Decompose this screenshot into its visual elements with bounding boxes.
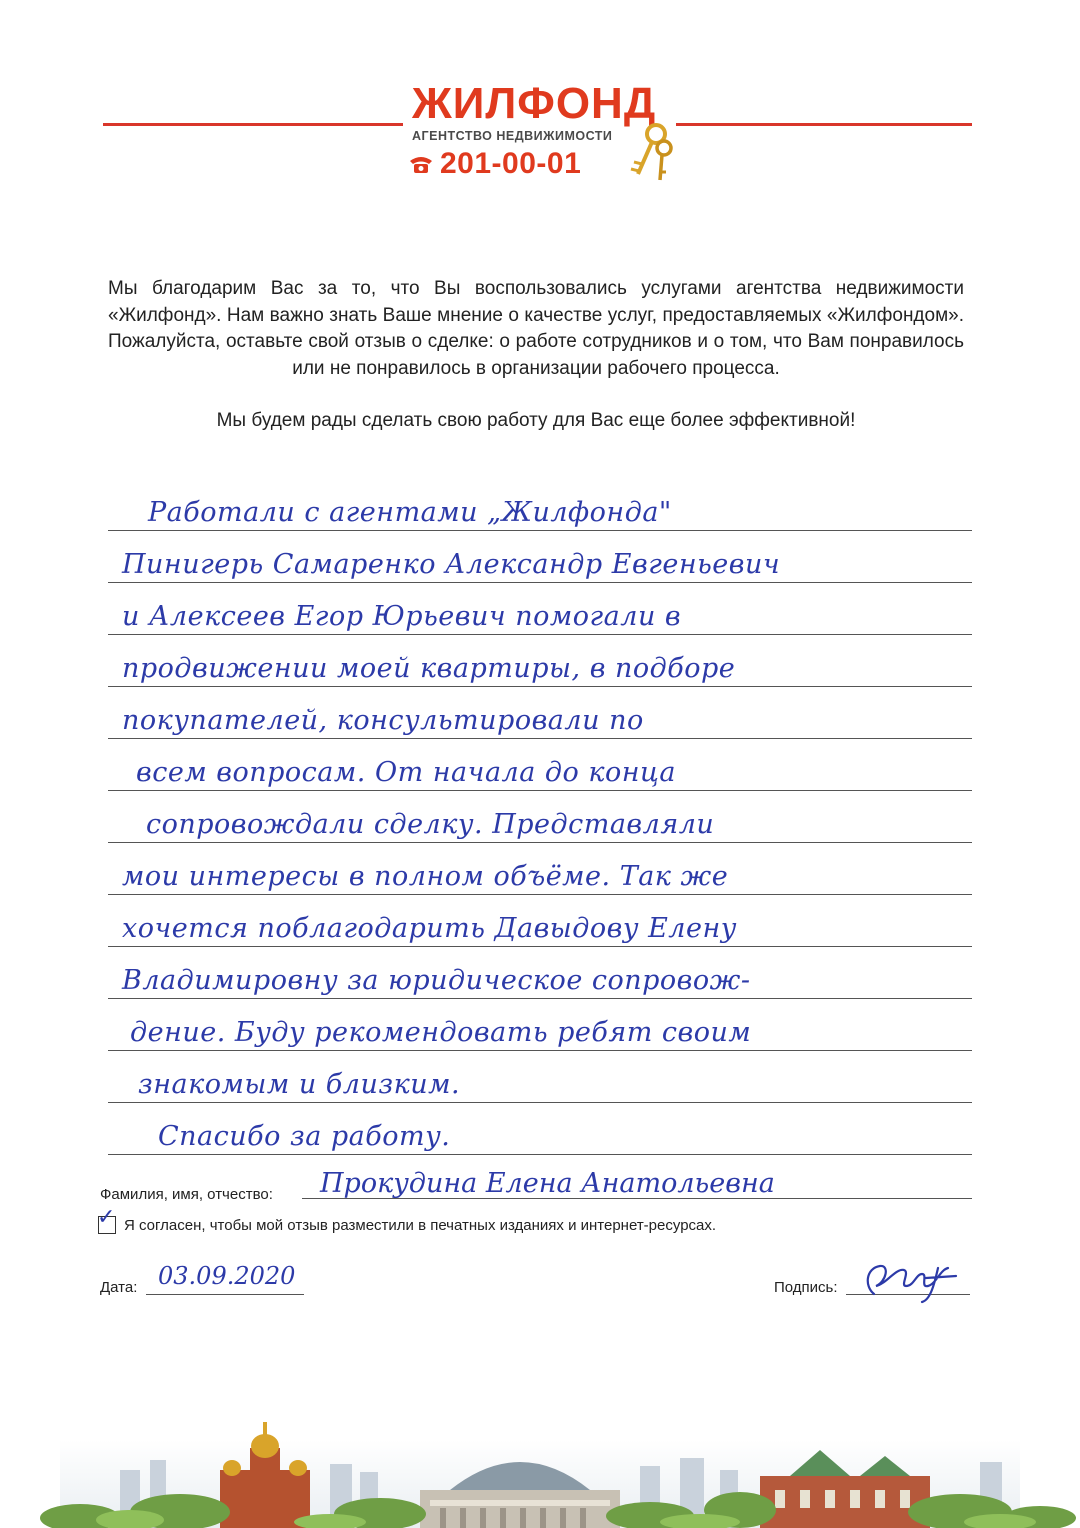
consent-row xyxy=(97,1205,717,1238)
review-text: покупателей, консультировали по xyxy=(122,705,644,736)
review-line xyxy=(108,842,972,895)
phone-row xyxy=(408,144,581,184)
review-text: Пинигерь Самаренко Александр Евгеньевич xyxy=(122,549,781,580)
review-text: Спасибо за работу. xyxy=(158,1121,451,1152)
header-rule-right xyxy=(676,123,972,126)
review-line xyxy=(108,530,972,583)
date-underline xyxy=(146,1294,304,1295)
review-line xyxy=(108,790,972,843)
review-line xyxy=(108,478,972,531)
header-rule-left xyxy=(103,123,403,126)
review-line xyxy=(108,1050,972,1103)
review-text: сопровождали сделку. Представляли xyxy=(146,809,715,840)
brand-tagline: АГЕНТСТВО НЕДВИЖИМОСТИ xyxy=(412,129,613,143)
signature-image xyxy=(856,1256,966,1306)
review-text: хочется поблагодарить Давыдову Елену xyxy=(122,913,737,944)
review-line xyxy=(108,582,972,635)
keys-icon xyxy=(626,122,674,184)
review-text: всем вопросам. От начала до конца xyxy=(136,757,676,788)
review-line xyxy=(108,894,972,947)
brand-name: ЖИЛФОНД xyxy=(412,79,657,128)
intro-paragraph: Мы благодарим Вас за то, что Вы воспользовались услугами агентства недвижимости «Жилфонд». Нам важно знать Ваше мнение о качестве услуг, предоставляемых «Жилфондом». Пожалуйста, оставьте свой отзыв о сделке: о работе сотрудников и о том, что Вам понравилось или не понравилось в организации рабочего процесса. xyxy=(108,278,964,379)
date-label: Дата: xyxy=(100,1279,138,1296)
zhilfond-logo xyxy=(404,79,674,188)
review-line xyxy=(108,686,972,739)
review-text: Владимировну за юридическое сопровож- xyxy=(122,965,751,996)
thanks-line: Мы будем рады сделать свою работу для Вас еще более эффективной! xyxy=(216,410,856,431)
consent-checkbox[interactable] xyxy=(97,1205,116,1234)
date-field[interactable]: 03.09.2020 xyxy=(158,1262,296,1290)
review-line xyxy=(108,634,972,687)
review-line xyxy=(108,946,972,999)
consent-label: Я согласен, чтобы мой отзыв разместили в печатных изданиях и интернет-ресурсах. xyxy=(124,1216,717,1234)
city-panorama-illustration xyxy=(0,1400,1080,1528)
review-text: дение. Буду рекомендовать ребят своим xyxy=(130,1017,752,1048)
review-text: Работали с агентами „Жилфонда" xyxy=(148,497,672,528)
review-text: знакомым и близким. xyxy=(138,1069,461,1100)
fio-field[interactable]: Прокудина Елена Анатольевна xyxy=(320,1168,775,1199)
fio-label: Фамилия, имя, отчество: xyxy=(100,1186,273,1203)
review-line xyxy=(108,1102,972,1155)
phone-number: 201-00-01 xyxy=(440,147,582,180)
phone-icon xyxy=(408,153,434,175)
review-line xyxy=(108,738,972,791)
review-text: продвижении моей квартиры, в подборе xyxy=(122,653,736,684)
review-line xyxy=(108,998,972,1051)
checkmark-icon: ✓ xyxy=(97,1205,116,1230)
signature-label: Подпись: xyxy=(774,1279,838,1296)
review-text: мои интересы в полном объёме. Так же xyxy=(122,861,729,892)
review-text: и Алексеев Егор Юрьевич помогали в xyxy=(122,601,682,632)
